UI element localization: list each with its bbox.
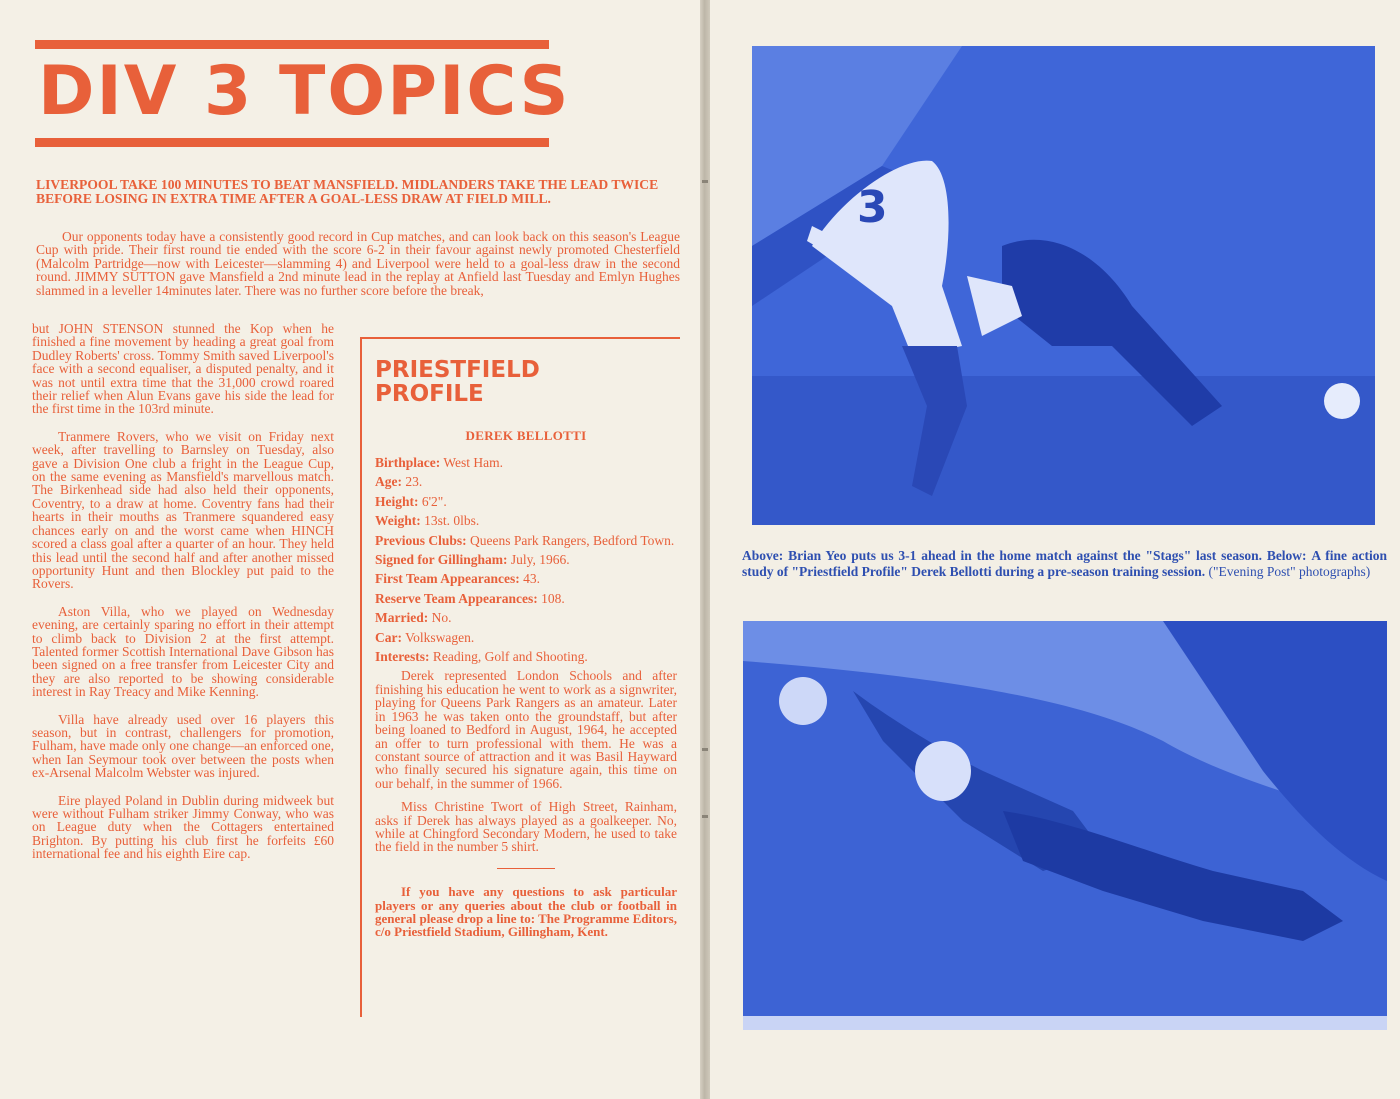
profile-fact (375, 631, 677, 644)
fact-value: No. (431, 610, 452, 626)
fact-value: 108. (541, 590, 565, 606)
profile-title-line: PRIESTFIELD (375, 357, 540, 383)
paragraph: Our opponents today have a consistently good record in Cup matches, and can look back on this season's League Cup with pride. Their first round tie ended with the score 6-2 in their favour against newly promoted Chesterfield (Malcolm Partridge—now with Leicester—slamming 4) and Liverpool were held to a goal-less draw in the second round. JIMMY SUTTON gave Mansfield a 2nd minute lead in the replay at Anfield last Tuesday and Emlyn Hughes slammed in a leveller 14minutes later. There was no further score before the break, (36, 229, 680, 298)
match-action-illustration (752, 46, 1375, 525)
article-column (32, 322, 334, 861)
profile-fact (375, 611, 677, 624)
caption-text: A fine action study of "Priestfield Profile" Derek Bellotti during a pre-season training session. (742, 548, 1388, 579)
fact-value: West Ham. (443, 455, 504, 470)
article-headline: LIVERPOOL TAKE 100 MINUTES TO BEAT MANSFIELD. MIDLANDERS TAKE THE LEAD TWICE BEFORE LOSING IN EXTRA TIME AFTER A GOAL-LESS DRAW AT FIELD MILL. (36, 177, 659, 206)
fact-value: Queens Park Rangers, Bedford Town. (470, 532, 675, 548)
profile-fact (375, 553, 677, 566)
caption-text: Brian Yeo puts us 3-1 ahead in the home match against the "Stags" last season. (788, 548, 1262, 563)
match-action-photo (752, 46, 1375, 525)
profile-fact (375, 514, 677, 527)
profile-box-rule (360, 337, 362, 1017)
goalkeeper-training-photo (743, 621, 1387, 1030)
paragraph: Miss Christine Twort of High Street, Rainham, asks if Derek has always played as a goalkeeper. No, while at Chingford Secondary Modern, he used to take the field in the number 5 shirt. (375, 799, 677, 855)
caption-label: Above: (742, 548, 784, 563)
paragraph: Villa have already used over 16 players this season, but in contrast, challengers for promotion, Fulham, have made only one change—an enforced one, when Ian Seymour took over between the posts when ex-Arsenal Malcolm Webster was injured. (32, 711, 334, 781)
fact-label: Signed for Gillingham: (375, 552, 508, 568)
spine-gutter (700, 0, 710, 1099)
fact-value: 6'2". (421, 493, 447, 509)
staple-mark (702, 815, 708, 818)
fact-label: Car: (375, 629, 402, 645)
masthead-rule-top (35, 40, 549, 49)
reader-questions-note: If you have any questions to ask particular players or any queries about the club or football in general please drop a line to: The Programme Editors, c/o Priestfield Stadium, Gillingham, Kent. (375, 884, 677, 940)
fact-value: Volkswagen. (405, 629, 475, 645)
profile-fact (375, 534, 677, 547)
divider (497, 868, 555, 870)
player-name: DEREK BELLOTTI (465, 428, 587, 443)
profile-title-line: PROFILE (375, 381, 484, 407)
masthead-rule-bottom (35, 138, 549, 147)
goalkeeper-illustration (743, 621, 1387, 1030)
profile-bio (375, 669, 677, 853)
fact-value: 23. (405, 474, 423, 490)
photo-credit: ("Evening Post" photographs) (1208, 563, 1371, 579)
profile-title (375, 358, 677, 406)
profile-fact (375, 475, 677, 488)
fact-label: Married: (375, 610, 429, 626)
fact-label: Weight: (375, 513, 421, 529)
paragraph: but JOHN STENSON stunned the Kop when he finished a fine movement by heading a great goal from Dudley Roberts' cross. Tommy Smith saved Liverpool's face with a second equaliser, a disputed penalty, and it was not until extra time that the 31,000 crowd roared their relief when Alun Evans gave his side the lead for the first time in the 103rd minute. (32, 321, 334, 417)
profile-fact (375, 495, 677, 508)
paragraph: Aston Villa, who we played on Wednesday evening, are certainly sparing no effort in their attempt to climb back to Division 2 at the first attempt. Talented former Scottish International Dave Gibson has been signed on a free transfer from Leicester City and they are also reported to be showing considerable interest in Ray Treacy and Mike Kenning. (32, 603, 334, 700)
fact-value: Reading, Golf and Shooting. (432, 649, 588, 665)
fact-value: 43. (523, 571, 540, 587)
fact-value: 13st. 0lbs. (424, 513, 480, 529)
profile-fact (375, 650, 677, 663)
staple-mark (702, 748, 708, 751)
paragraph: Tranmere Rovers, who we visit on Friday next week, after travelling to Barnsley on Tuesday, also gave a Division One club a fright in the League Cup, on the same evening as Mansfield's marvellous match. The Birkenhead side had also held their opponents, Coventry, to a draw at home. Coventry fans had their hearts in their mouths as Tranmere squandered easy chances early on and the worst came when HINCH scored a class goal after a quarter of an hour. They held this lead until the second half and after another missed opportunity Hunt and then Blockley put paid to the Rovers. (32, 428, 334, 592)
profile-box (375, 358, 677, 939)
photo-caption (742, 548, 1387, 579)
shirt-number: 3 (857, 182, 888, 233)
paragraph: Eire played Poland in Dublin during midweek but were without Fulham striker Jimmy Conway, who was on League duty when the Cottagers entertained Brighton. By putting his club first he forfeits £60 international fee and his eighth Eire cap. (32, 792, 334, 862)
profile-box-rule (360, 337, 680, 339)
profile-fact (375, 456, 677, 469)
fact-label: Age: (375, 474, 402, 490)
fact-label: Previous Clubs: (375, 532, 467, 548)
caption-label: Below: (1266, 548, 1307, 563)
fact-label: Birthplace: (375, 455, 441, 470)
fact-label: Interests: (375, 649, 430, 665)
profile-fact (375, 592, 677, 605)
fact-label: Height: (375, 493, 419, 509)
paragraph: Derek represented London Schools and after finishing his education he went to work as a signwriter, playing for Queens Park Rangers as an amateur. Later in 1963 he was taken onto the groundstaff, but after being loaned to Bedford in August, 1964, he accepted an offer to turn professional with them. He was a constant source of attraction and it was Basil Hayward who finally secured his signature again, this time on our behalf, in the summer of 1966. (375, 668, 677, 791)
article-intro (36, 230, 680, 297)
fact-value: July, 1966. (510, 552, 570, 568)
staple-mark (702, 180, 708, 183)
fact-label: First Team Appearances: (375, 571, 520, 587)
fact-label: Reserve Team Appearances: (375, 590, 538, 606)
page-title: DIV 3 TOPICS (38, 52, 571, 131)
profile-fact (375, 572, 677, 585)
